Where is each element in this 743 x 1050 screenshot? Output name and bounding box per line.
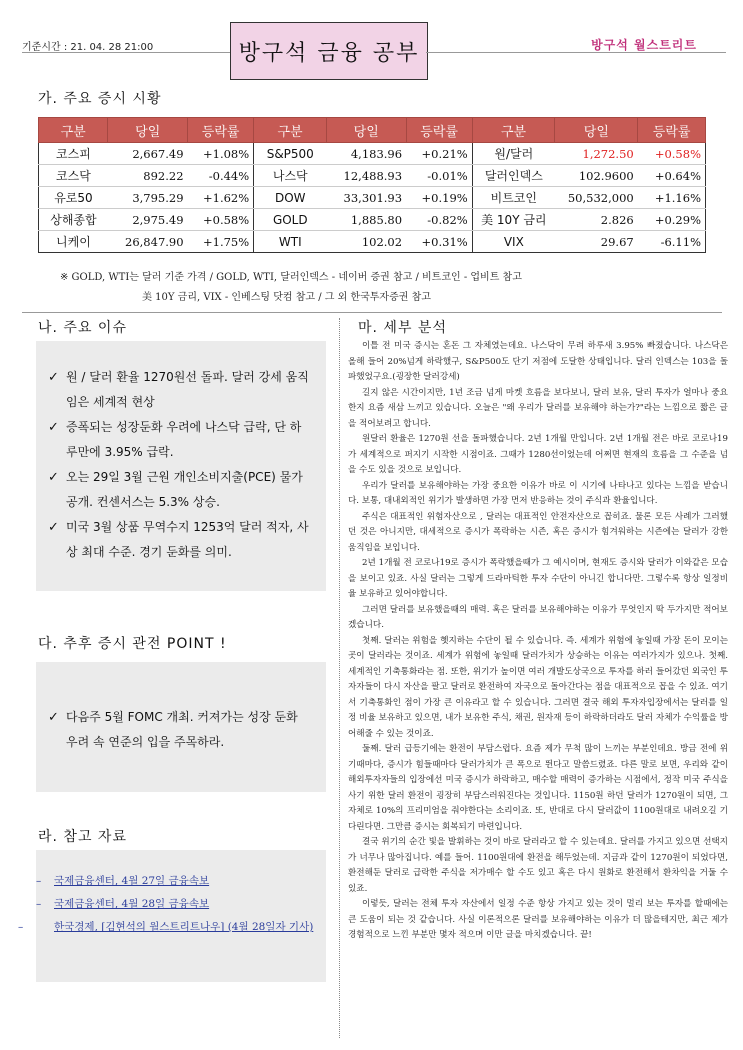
- references-list: [18, 870, 318, 939]
- reference-link[interactable]: 국제금융센터, 4월 28일 금융속보: [54, 898, 210, 910]
- check-icon: ✓: [48, 370, 59, 385]
- cell-value: 33,301.93: [326, 187, 406, 209]
- table-row: [39, 187, 706, 209]
- cell-name: 니케이: [39, 231, 108, 253]
- section-ra-title: 라. 참고 자료: [38, 829, 127, 845]
- col-header: 구분: [472, 118, 555, 143]
- table-row: [39, 231, 706, 253]
- cell-change: +0.31%: [406, 231, 472, 253]
- col-header: 당일: [108, 118, 188, 143]
- col-header: 구분: [254, 118, 327, 143]
- note-line: 美 10Y 금리, VIX - 인베스팅 닷컴 참고 / 그 외 한국투자증권 참고: [142, 292, 431, 303]
- issue-text: 미국 3월 상품 무역수지 1253억 달러 적자, 사상 최대 수준. 경기 둔화를 의미.: [66, 520, 309, 559]
- reference-link[interactable]: 한국경제, [김현석의 월스트리트나우] (4월 28일자 기사): [54, 921, 314, 933]
- reference-link[interactable]: 국제금융센터, 4월 27일 금융속보: [54, 875, 210, 887]
- cell-name: 원/달러: [472, 143, 555, 165]
- cell-name: 유로50: [39, 187, 108, 209]
- cell-value: 4,183.96: [326, 143, 406, 165]
- cell-change: -0.44%: [188, 165, 254, 187]
- watch-point-box: [36, 662, 326, 792]
- table-row: [39, 209, 706, 231]
- cell-value: 50,532,000: [555, 187, 638, 209]
- cell-value: 2,667.49: [108, 143, 188, 165]
- list-item: – 국제금융센터, 4월 28일 금융속보: [36, 898, 210, 910]
- cell-change-highlight: +0.58%: [638, 143, 706, 165]
- section-divider: [22, 312, 722, 313]
- col-header: 등락률: [638, 118, 706, 143]
- point-text: 다음주 5월 FOMC 개최. 커져가는 성장 둔화 우려 속 연준의 입을 주목하라.: [66, 710, 298, 749]
- issue-text: 증폭되는 성장둔화 우려에 나스닥 급락, 단 하루만에 3.95% 급락.: [66, 420, 302, 459]
- list-item: [46, 705, 312, 755]
- paragraph: 원달러 환율은 1270원 선을 돌파했습니다. 2년 1개월 만입니다. 2년 1개월 전은 바로 코로나19가 세계적으로 퍼지기 시작한 시점이죠. 그때가 1280선이었는데 어쩌면 현재의 흐름을 그 수준을 넘을 수도 있을 것으로 보입니다.: [348, 434, 728, 475]
- cell-value: 892.22: [108, 165, 188, 187]
- cell-change: +1.08%: [188, 143, 254, 165]
- check-icon: ✓: [48, 520, 59, 535]
- detail-analysis: [348, 339, 728, 944]
- column-divider: [339, 318, 340, 1038]
- list-item: [46, 365, 312, 415]
- header-line-left: [22, 52, 230, 53]
- cell-name: 美 10Y 금리: [472, 209, 555, 231]
- cell-name: VIX: [472, 231, 555, 253]
- cell-name: 나스닥: [254, 165, 327, 187]
- market-table-header: [39, 118, 706, 143]
- cell-value: 102.02: [326, 231, 406, 253]
- cell-value-highlight: 1,272.50: [555, 143, 638, 165]
- market-table: [38, 117, 706, 253]
- key-issues-box: [36, 341, 326, 591]
- cell-value: 12,488.93: [326, 165, 406, 187]
- cell-value: 2,975.49: [108, 209, 188, 231]
- cell-name: DOW: [254, 187, 327, 209]
- paragraph: 2년 1개월 전 코로나19로 증시가 폭락했을때가 그 예시이며, 현재도 증시와 달러가 이와같은 모습을 보이고 있죠. 사실 달러는 그렇게 드라마틱한 투자 수단이 아니긴 합니다만. 그렇수록 항상 일정비율 보유하고 있어야합니다.: [348, 558, 728, 599]
- list-item: [46, 515, 312, 565]
- cell-change: +0.21%: [406, 143, 472, 165]
- cell-value: 2.826: [555, 209, 638, 231]
- cell-change: -0.01%: [406, 165, 472, 187]
- col-header: 당일: [555, 118, 638, 143]
- list-item: [46, 415, 312, 465]
- paragraph: 첫째. 달러는 위험을 헷지하는 수단이 될 수 있습니다. 즉. 세계가 위험에 놓일때 가장 돈이 모이는 곳이 달러라는 것이죠. 세계가 위험에 놓일때 달러가치가 상승하는 이유는 여러가지가 있으나. 첫째. 세계적인 기축통화라는 점. 또한, 위기가 높이면 여러 개발도상국으로 투자를 하러 들어갔던 외국인 투자자들이 다시 자산을 팔고 달러로 환전하여 자국으로 돌아간다는 점을 대표적으로 꼽을 수 있죠. 여기서 기축통화인 점이 가장 큰 이유라고 할 수 있습니다. 그러면 결국 해외 투자자입장에서는 달러를 일정 비율 보유하고 있으면, 내가 보유한 주식, 채권, 원자재 등이 하락하더라도 달러 자체가 수익률을 방어해줄 수 있는 것이죠.: [348, 635, 728, 739]
- brand-logo: 방구석 월스트리트: [591, 38, 697, 52]
- issue-text: 원 / 달러 환율 1270원선 돌파. 달러 강세 움직임은 세계적 현상: [66, 370, 309, 409]
- col-header: 등락률: [188, 118, 254, 143]
- cell-name: 달러인덱스: [472, 165, 555, 187]
- cell-change: +0.58%: [188, 209, 254, 231]
- paragraph: 그러면 달러를 보유했을때의 매력. 혹은 달러를 보유해야하는 이유가 무엇인지 딱 두가지만 적어보겠습니다.: [348, 604, 728, 630]
- cell-change: +1.75%: [188, 231, 254, 253]
- check-icon: ✓: [48, 470, 59, 485]
- section-ma-title: 마. 세부 분석: [358, 320, 447, 336]
- check-icon: ✓: [48, 420, 59, 435]
- cell-name: 비트코인: [472, 187, 555, 209]
- paragraph: 주식은 대표적인 위험자산으로 , 달러는 대표적인 안전자산으로 꼽히죠. 물론 모든 사례가 그러했던 것은 아니지만, 대세적으로 증시가 폭락하는 시즌, 혹은 증시가 힘겨워하는 시즌에는 달러가 강한 움직임을 보입니다.: [348, 511, 728, 553]
- base-time: 기준시간 : 21. 04. 28 21:00: [22, 42, 154, 53]
- cell-value: 29.67: [555, 231, 638, 253]
- paragraph: 결국 위기의 순간 빛을 발휘하는 것이 바로 달러라고 할 수 있는데요. 달러를 가지고 있으면 선택지가 너무나 많아집니다. 예를 들어. 1100원대에 환전을 해두었는데. 지금과 같이 1270원이 되었다면, 환전해둔 달러로 급락한 주식을 저가매수 할 수도 있고 혹은 다시 원화로 환전해서 환차익을 거둘 수 있죠.: [348, 837, 728, 894]
- cell-change: +1.16%: [638, 187, 706, 209]
- cell-name: WTI: [254, 231, 327, 253]
- paragraph: 길지 않은 시간이지만, 1년 조금 넘게 마켓 흐름을 보다보니, 달러 보유, 달러 투자가 얼마나 중요한지 요즘 새삼 느끼고 있습니다. 오늘은 "왜 우리가 달러를 보유해야 하는가?"라는 느낌으로 짧은 글을 적어보려고 합니다.: [348, 387, 728, 429]
- paragraph: 이렇듯, 달러는 전체 투자 자산에서 일정 수준 항상 가지고 있는 것이 멀리 보는 투자를 할때에는 큰 도움이 되는 것 같습니다. 사실 이론적으론 달러를 보유해야하는 이유가 더 많을테지만, 최근 제가 경험적으로 느낀 부분만 몇자 적으며 이만 글을 마치겠습니다. 끝!: [348, 899, 728, 940]
- cell-value: 3,795.29: [108, 187, 188, 209]
- table-row: [39, 143, 706, 165]
- cell-change: +0.29%: [638, 209, 706, 231]
- cell-value: 1,885.80: [326, 209, 406, 231]
- section-ga-title: 가. 주요 증시 시황: [38, 91, 162, 107]
- table-row: [39, 165, 706, 187]
- cell-change: -6.11%: [638, 231, 706, 253]
- cell-change: +0.19%: [406, 187, 472, 209]
- cell-name: S&P500: [254, 143, 327, 165]
- col-header: 당일: [326, 118, 406, 143]
- cell-name: 코스닥: [39, 165, 108, 187]
- header-line-right: [426, 52, 726, 53]
- list-item: [46, 465, 312, 515]
- check-icon: ✓: [48, 710, 59, 725]
- cell-name: 상해종합: [39, 209, 108, 231]
- list-item: – 국제금융센터, 4월 27일 금융속보: [36, 875, 210, 887]
- section-na-title: 나. 주요 이슈: [38, 320, 127, 336]
- cell-change: +1.62%: [188, 187, 254, 209]
- note-line: ※ GOLD, WTI는 달러 기준 가격 / GOLD, WTI, 달러인덱스 - 네이버 증권 참고 / 비트코인 - 업비트 참고: [60, 272, 522, 283]
- paragraph: 둘째. 달러 급등기에는 환전이 부담스럽다. 요즘 제가 무척 많이 느끼는 부분인데요. 방금 전에 위기때마다, 증시가 힘들때마다 달러가치가 큰 폭으로 뛴다고 말씀드렸죠. 다른 말로 보면, 우리와 같이 해외투자자들의 입장에선 미국 증시가 하락하고, 매수할 매력이 증가하는 시점에서, 정작 미국 주식을 사기 위한 달러 환전이 굉장히 부담스러워진다는 것입니다. 1150원 하던 달러가 1270원이 되면, 그 자체로 10%의 프리미엄을 줘야한다는 소리이죠. 또, 반대로 다시 달러값이 1100원대로 내려오길 기다린다면. 그만큼 증시는 회복되기 마련입니다.: [348, 744, 728, 832]
- cell-value: 102.9600: [555, 165, 638, 187]
- cell-value: 26,847.90: [108, 231, 188, 253]
- col-header: 구분: [39, 118, 108, 143]
- issue-text: 오는 29일 3월 근원 개인소비지출(PCE) 물가 공개. 컨센서스는 5.3% 상승.: [66, 470, 303, 509]
- cell-change: +0.64%: [638, 165, 706, 187]
- paragraph: 우리가 달러를 보유해야하는 가장 중요한 이유가 바로 이 시기에 나타나고 있다는 느낌을 받습니다. 보통, 대내외적인 위기가 발생하면 가장 먼저 반응하는 것이 주식과 환율입니다.: [348, 480, 728, 506]
- table-notes: [60, 268, 700, 308]
- page-title: 방구석 금융 공부: [230, 22, 428, 80]
- cell-change: -0.82%: [406, 209, 472, 231]
- paragraph: 이틀 전 미국 증시는 혼돈 그 자체였는데요. 나스닥이 무려 하루새 3.95% 빠졌습니다. 나스닥은 올해 들어 20%넘게 하락했구, S&P500도 단기 저점에 도달한 상태입니다. 달러 인덱스는 103을 돌파했었구요.(굉장한 달러강세): [348, 341, 728, 382]
- list-item: – 한국경제, [김현석의 월스트리트나우] (4월 28일자 기사): [18, 921, 314, 933]
- cell-name: GOLD: [254, 209, 327, 231]
- section-da-title: 다. 추후 증시 관전 POINT !: [38, 636, 227, 652]
- cell-name: 코스피: [39, 143, 108, 165]
- col-header: 등락률: [406, 118, 472, 143]
